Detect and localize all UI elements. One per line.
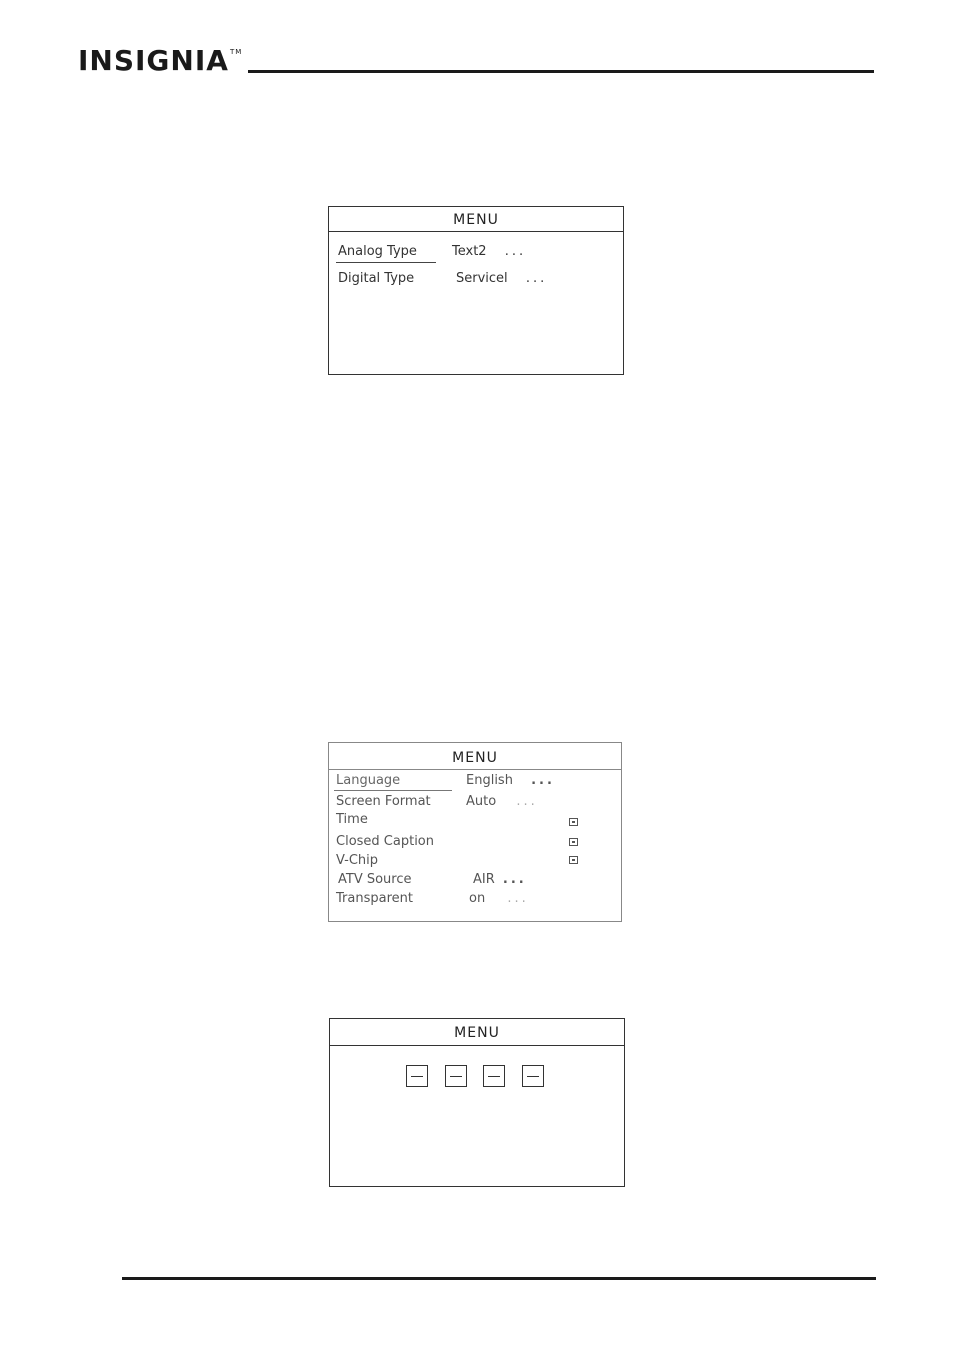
menu-item-value: Servicel [456, 271, 508, 286]
menu-item-label: V-Chip [336, 853, 379, 868]
more-indicator: ... [504, 244, 527, 259]
footer-rule [122, 1277, 876, 1280]
password-digit-2[interactable] [445, 1065, 467, 1087]
menu-item-label: Language [336, 773, 401, 788]
menu-item-label: Analog Type [338, 244, 417, 259]
digital-type-value [456, 271, 547, 286]
password-digit-1[interactable] [406, 1065, 428, 1087]
menu-item-atv-source[interactable] [338, 872, 412, 887]
submenu-icon [569, 856, 578, 864]
password-digit-3[interactable] [483, 1065, 505, 1087]
more-indicator: ... [502, 872, 527, 887]
menu-item-value: English [466, 773, 513, 788]
screen-format-value [466, 794, 538, 809]
submenu-icon [569, 818, 578, 826]
caption-type-menu [328, 206, 624, 375]
menu-item-label: Time [336, 812, 368, 827]
more-indicator: ... [531, 773, 555, 788]
menu-item-value: on [469, 891, 486, 906]
submenu-icon [569, 838, 578, 846]
menu-item-value: Auto [466, 794, 497, 809]
menu-item-closed-caption[interactable] [336, 834, 434, 849]
menu-item-screen-format[interactable] [336, 794, 431, 809]
menu-item-time[interactable] [336, 812, 368, 827]
header-rule [248, 70, 874, 73]
menu-item-label: Screen Format [336, 794, 431, 809]
menu-title: MENU [330, 1019, 624, 1046]
selection-underline [334, 790, 452, 791]
language-value [466, 773, 555, 788]
menu-item-analog-type[interactable] [338, 244, 417, 259]
atv-source-value [473, 872, 527, 887]
menu-title: MENU [329, 207, 623, 232]
setup-menu [328, 742, 622, 922]
menu-item-label: ATV Source [338, 872, 412, 887]
selection-underline [336, 262, 436, 263]
menu-item-label: Transparent [336, 891, 413, 906]
menu-item-value: Text2 [452, 244, 487, 259]
menu-item-digital-type[interactable] [338, 271, 414, 286]
brand-name: INSIGNIA [78, 44, 229, 77]
password-menu [329, 1018, 625, 1187]
more-indicator: ... [507, 891, 529, 906]
transparent-value [469, 891, 529, 906]
analog-type-value [452, 244, 526, 259]
menu-item-label: Digital Type [338, 271, 415, 286]
insignia-logo [78, 44, 242, 84]
menu-item-label: Closed Caption [336, 834, 434, 849]
trademark-mark: TM [229, 48, 243, 56]
more-indicator: ... [516, 794, 538, 809]
menu-item-transparent[interactable] [336, 891, 413, 906]
more-indicator: ... [525, 271, 548, 286]
password-digit-4[interactable] [522, 1065, 544, 1087]
menu-title: MENU [329, 743, 621, 770]
menu-item-value: AIR [473, 872, 495, 887]
menu-item-language[interactable] [336, 773, 400, 788]
menu-item-v-chip[interactable] [336, 853, 378, 868]
